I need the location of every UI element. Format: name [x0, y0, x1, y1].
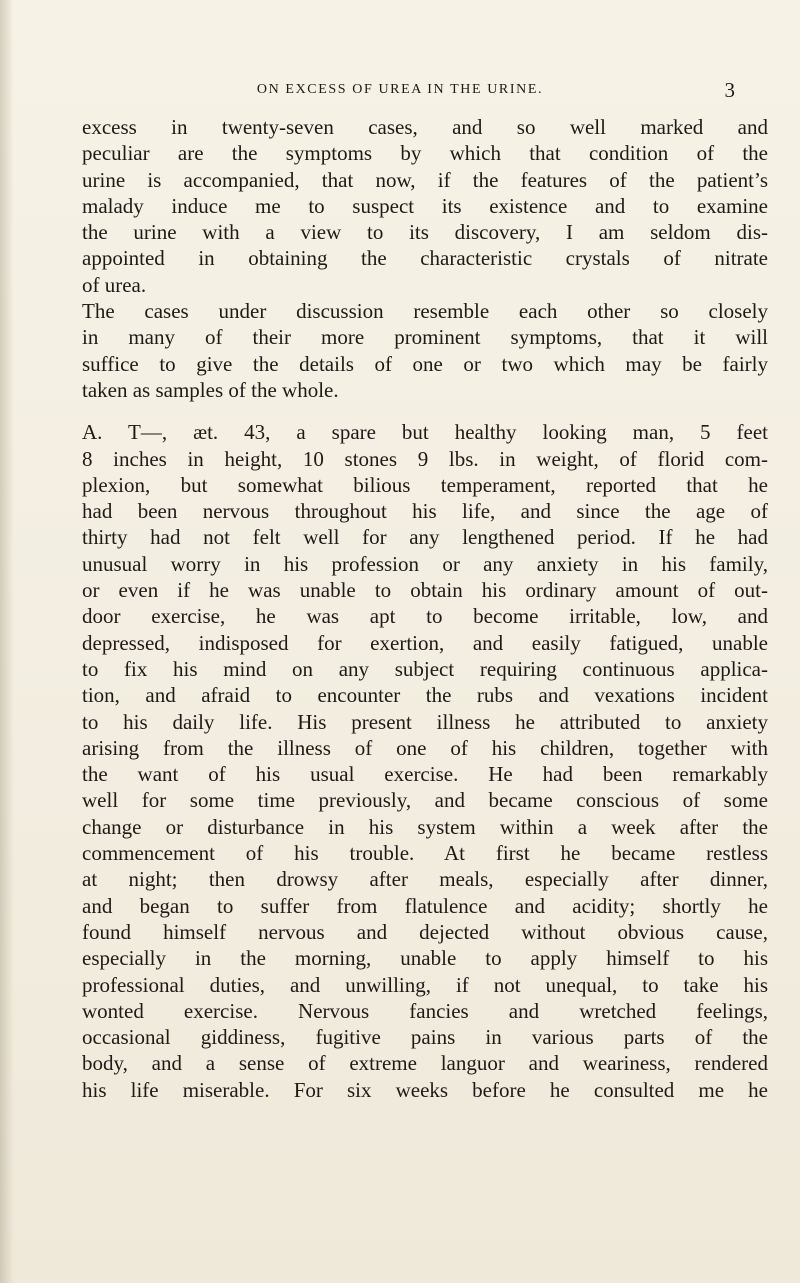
text-line: unusual worry in his profession or any anxiety in his family,	[82, 551, 768, 576]
text-line: 8 inches in height, 10 stones 9 lbs. in weight, of florid com-	[82, 446, 768, 471]
text-line: in many of their more prominent symptoms, that it will	[82, 325, 768, 350]
text-line: the want of his usual exercise. He had been remarkably	[82, 762, 768, 787]
paragraph	[82, 114, 768, 298]
text-line: depressed, indisposed for exertion, and easily fatigued, unable	[82, 630, 768, 655]
text-line: professional duties, and unwilling, if not unequal, to take his	[82, 972, 768, 997]
text-line: occasional giddiness, fugitive pains in various parts of the	[82, 1025, 768, 1050]
text-line: malady induce me to suspect its existence and to examine	[82, 193, 768, 218]
text-line: especially in the morning, unable to apply himself to his	[82, 946, 768, 971]
text-line: body, and a sense of extreme languor and weariness, rendered	[82, 1051, 768, 1076]
page-number: 3	[724, 78, 735, 102]
paragraph	[82, 419, 768, 1103]
text-line: change or disturbance in his system within a week after the	[82, 814, 768, 839]
text-line: had been nervous throughout his life, and since the age of	[82, 499, 768, 524]
text-line: thirty had not felt well for any lengthened period. If he had	[82, 525, 768, 550]
text-line: door exercise, he was apt to become irritable, low, and	[82, 604, 768, 629]
text-line: suffice to give the details of one or two which may be fairly	[82, 351, 768, 376]
running-title: ON EXCESS OF UREA IN THE URINE.	[256, 82, 544, 97]
text-line: to fix his mind on any subject requiring continuous applica-	[82, 656, 768, 681]
text-line: wonted exercise. Nervous fancies and wretched feelings,	[82, 998, 768, 1023]
text-line: taken as samples of the whole.	[82, 377, 339, 402]
text-line: of urea.	[82, 272, 147, 297]
text-line: arising from the illness of one of his children, together with	[82, 735, 768, 760]
text-line: A. T—, æt. 43, a spare but healthy looking man, 5 feet	[82, 420, 768, 445]
body-text	[82, 114, 768, 1103]
text-line: The cases under discussion resemble each other so closely	[82, 299, 768, 324]
text-line: appointed in obtaining the characteristic crystals of nitrate	[82, 246, 768, 271]
text-line: the urine with a view to its discovery, I am seldom dis-	[82, 220, 768, 245]
text-line: and began to suffer from flatulence and acidity; shortly he	[82, 893, 768, 918]
running-head	[0, 78, 800, 106]
text-line: tion, and afraid to encounter the rubs and vexations incident	[82, 683, 768, 708]
text-line: to his daily life. His present illness he attributed to anxiety	[82, 709, 768, 734]
text-line: his life miserable. For six weeks before he consulted me he	[82, 1077, 768, 1102]
text-line: plexion, but somewhat bilious temperament, reported that he	[82, 472, 768, 497]
text-line: commencement of his trouble. At first he became restless	[82, 841, 768, 866]
text-line: or even if he was unable to obtain his ordinary amount of out-	[82, 578, 768, 603]
paragraph	[82, 298, 768, 403]
text-line: peculiar are the symptoms by which that condition of the	[82, 141, 768, 166]
text-line: well for some time previously, and became conscious of some	[82, 788, 768, 813]
text-line: excess in twenty-seven cases, and so well marked and	[82, 115, 768, 139]
text-line: at night; then drowsy after meals, especially after dinner,	[82, 867, 768, 892]
page-gutter-shadow	[0, 0, 14, 1283]
text-line: urine is accompanied, that now, if the features of the patient’s	[82, 167, 768, 192]
text-line: found himself nervous and dejected without obvious cause,	[82, 919, 768, 944]
